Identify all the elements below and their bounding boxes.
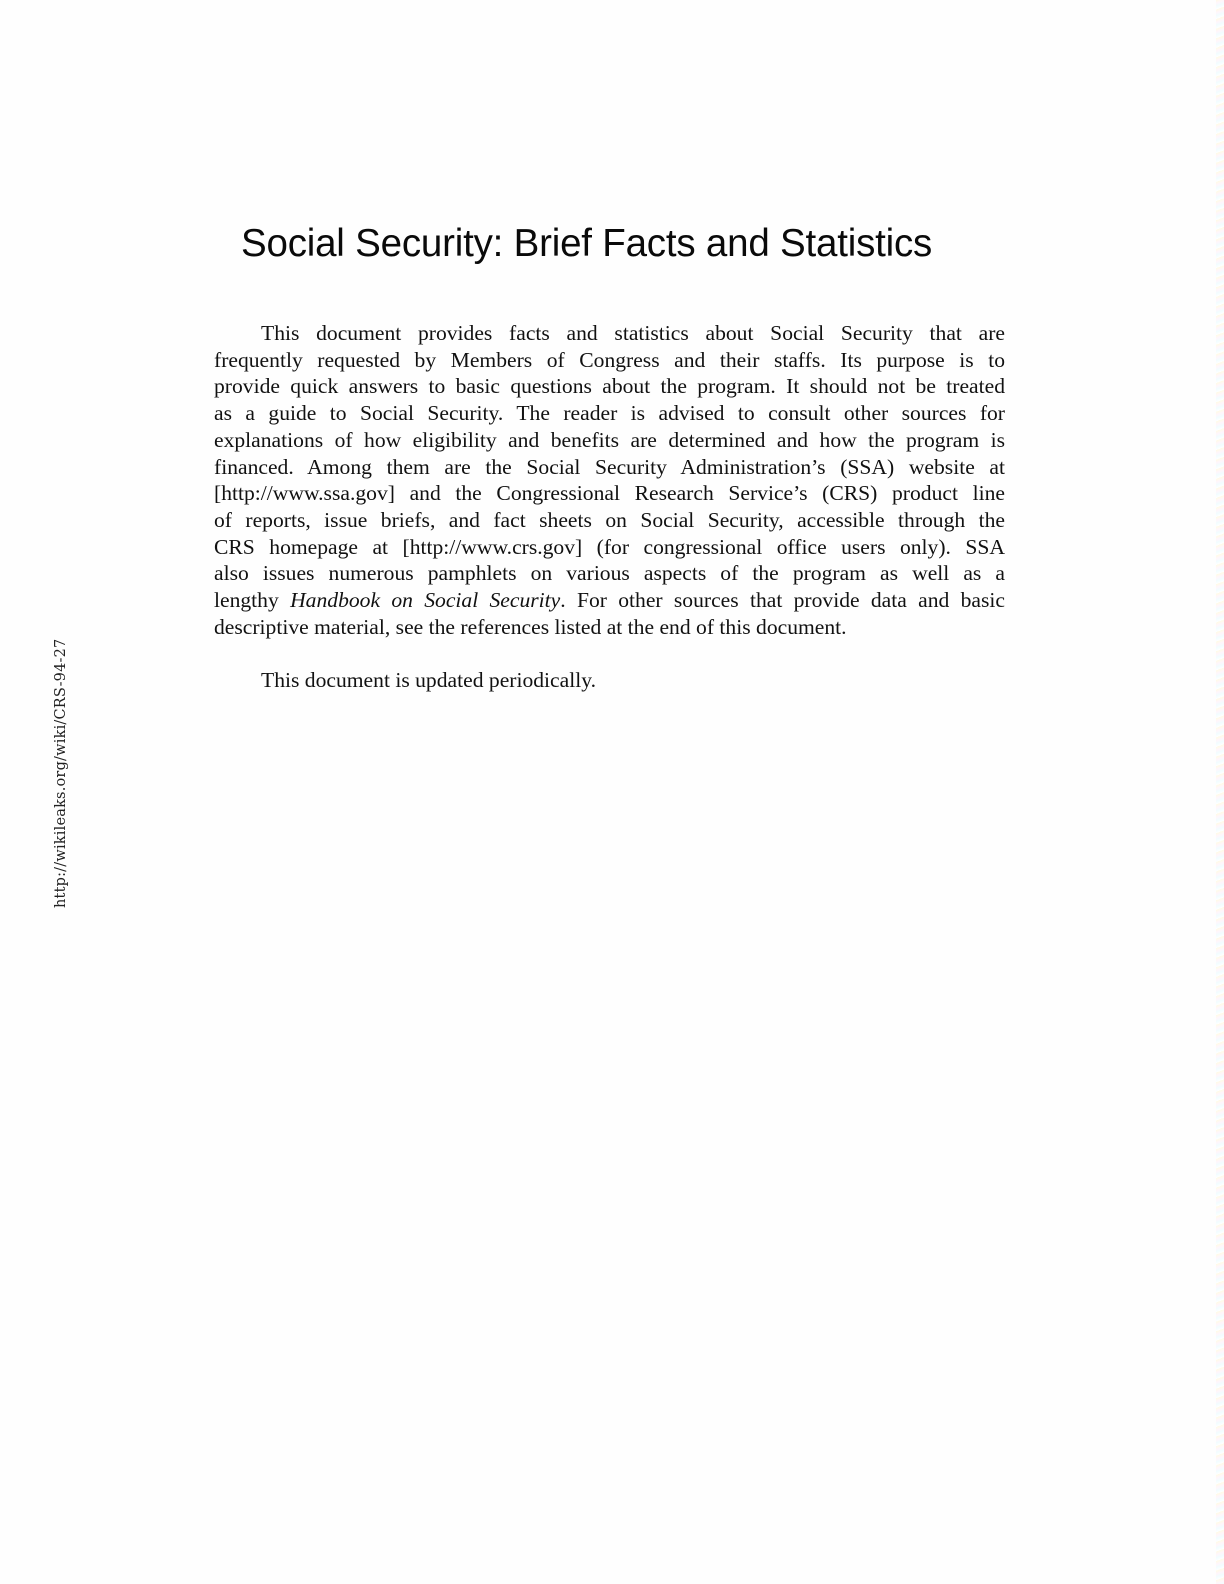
paragraph-line: frequently requested by Members of Congress and their staffs. Its purpose is to — [214, 347, 1005, 372]
paragraph-line: of reports, issue briefs, and fact sheets on Social Security, accessible through the — [214, 507, 1005, 532]
paragraph-line-with-handbook-title — [214, 587, 1005, 614]
paragraph-line: [http://www.ssa.gov] and the Congressional Research Service’s (CRS) product line — [214, 481, 1005, 506]
document-title: Social Security: Brief Facts and Statistics — [241, 222, 933, 265]
paragraph-line: also issues numerous pamphlets on various aspects of the program as well as a — [214, 561, 1005, 586]
paragraph-line: descriptive material, see the references listed at the end of this document. — [214, 614, 847, 639]
handbook-title: Handbook on Social Security — [290, 588, 561, 613]
update-note-paragraph: This document is updated periodically. — [261, 668, 597, 692]
paragraph-line: explanations of how eligibility and benefits are determined and how the program is — [214, 427, 1005, 452]
paragraph-line: This document provides facts and statistics about Social Security that are — [261, 321, 1005, 345]
paragraph-line: provide quick answers to basic questions about the program. It should not be treated — [214, 374, 1005, 399]
scan-edge-artifact — [1216, 0, 1224, 1584]
paragraph-line: CRS homepage at [http://www.crs.gov] (for congressional office users only). SSA — [214, 534, 1005, 559]
intro-paragraph — [214, 320, 1014, 640]
paragraph-line: as a guide to Social Security. The reader is advised to consult other sources for — [214, 401, 1005, 426]
side-url-stamp: http://wikileaks.org/wiki/CRS-94-27 — [53, 638, 69, 908]
paragraph-line: financed. Among them are the Social Security Administration’s (SSA) website at — [214, 454, 1005, 479]
line-text-after-title: . For other sources that provide data and basic — [560, 588, 1005, 613]
line-text-before-title: lengthy — [214, 588, 291, 613]
